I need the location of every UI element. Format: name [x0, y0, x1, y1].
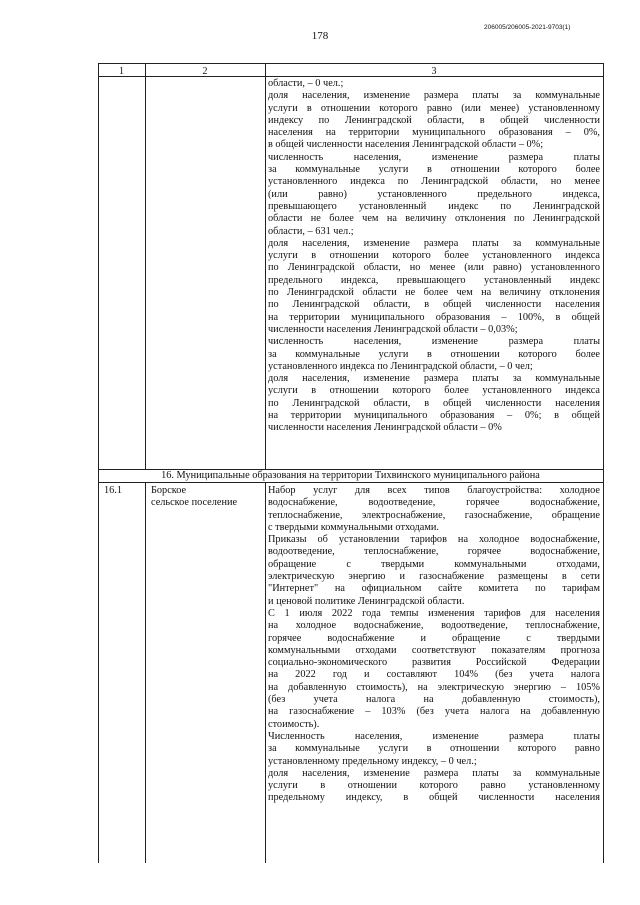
header-col-2: 2 [202, 66, 208, 77]
text-line: в общей численности населения Ленинградской области – 0%; [268, 139, 544, 151]
text-line: за коммунальные услуги в отношении которого более [268, 348, 600, 360]
text-line: численности населения Ленинградской области – 0,03%; [268, 323, 518, 335]
text-line: на территории муниципального образования – 0%; в общей [268, 410, 600, 422]
text-line: электрическую энергию и газоснабжение размещены в сети [268, 571, 600, 583]
text-line: индексу по Ленинградской области, в общей численности [268, 114, 600, 126]
text-line: услуги в отношении которого равно установленному [268, 780, 600, 792]
document-code: 206005/206005-2021-9703(1) [484, 24, 571, 31]
text-line: водоотведение, теплоснабжение, горячее водоснабжение, [268, 546, 600, 558]
text-line: водоснабжение, водоотведение, горячее водоснабжение, [268, 497, 600, 509]
text-line: по Ленинградской области не более чем на величину отклонения [268, 287, 600, 299]
text-line: на территории муниципального образования – 100%, в общей [268, 311, 600, 323]
row-number: 16.1 [104, 485, 123, 496]
text-line: социально-экономического развития Российской Федерации [268, 657, 600, 669]
text-line: за коммунальные услуги в отношении которого более [268, 164, 600, 176]
text-line: услуги в отношении которого более установленного индекса [268, 385, 600, 397]
text-line: превышающего установленный индекс по Ленинградской [268, 200, 600, 212]
table-top-border [98, 63, 603, 64]
text-line: установленного индекса по Ленинградской области, – 0 чел; [268, 360, 533, 372]
text-line: на 2022 год и составляют 104% (без учета налога [268, 669, 600, 681]
text-line: Приказы об установлении тарифов на холодное водоснабжение, [268, 534, 600, 546]
text-line: обращение с твердыми коммунальными отходами, [268, 558, 600, 570]
text-line: (без учета налога на добавленную стоимость), [268, 694, 600, 706]
col-divider-2b [265, 482, 266, 863]
top-block-text [268, 78, 600, 435]
text-line: с твердыми коммунальными отходами. [268, 521, 439, 533]
text-line: области не более чем на величину отклонения по Ленинградской [268, 213, 600, 225]
text-line: предельному индексу, в общей численности населения [268, 792, 600, 804]
page-number: 178 [311, 30, 329, 42]
text-line: услуги в отношении которого более установленного индекса [268, 250, 600, 262]
col-divider-1b [145, 482, 146, 863]
header-col-3: 3 [431, 66, 437, 77]
text-line: доля населения, изменение размера платы за коммунальные [268, 373, 600, 385]
row-description [268, 485, 600, 805]
text-line: и ценовой политике Ленинградской области. [268, 595, 465, 607]
text-line: на холодное водоснабжение, водоотведение, теплоснабжение, [268, 620, 600, 632]
text-line: предельного индекса, превышающего установленный индекс [268, 274, 600, 286]
text-line: установленного индекса по Ленинградской области, но менее [268, 176, 600, 188]
text-line: численности населения Ленинградской области – 0% [268, 422, 502, 434]
text-line: установленному предельному индексу, – 0 чел.; [268, 755, 477, 767]
col-divider-1 [145, 63, 146, 469]
text-line: на добавленную стоимость), на электрическую энергию – 105% [268, 681, 600, 693]
text-line: по Ленинградской области, но менее (или равно) установленного [268, 262, 600, 274]
text-line: населения на территории муниципального образования – 0%, [268, 127, 600, 139]
text-line: по Ленинградской области, в общей численности населения [268, 397, 600, 409]
text-line: доля населения, изменение размера платы за коммунальные [268, 767, 600, 779]
text-line: области, – 631 чел.; [268, 225, 354, 237]
text-line: численность населения, изменение размера платы [268, 336, 600, 348]
text-line: стоимость). [268, 718, 320, 730]
text-line: за коммунальные услуги в отношении которого равно [268, 743, 600, 755]
text-line: услуги в отношении которого равно (или менее) установленному [268, 102, 600, 114]
table-left-border [98, 63, 99, 863]
municipality-name [151, 485, 263, 510]
text-line: С 1 июля 2022 года темпы изменения тарифов для населения [268, 607, 600, 619]
name-line: Борское [151, 485, 187, 496]
text-line: области, – 0 чел.; [268, 78, 344, 89]
text-line: численность населения, изменение размера платы [268, 151, 600, 163]
text-line: "Интернет" на официальном сайте комитета по тарифам [268, 583, 600, 595]
text-line: доля населения, изменение размера платы за коммунальные [268, 237, 600, 249]
col-divider-2 [265, 63, 266, 469]
text-line: Численность населения, изменение размера платы [268, 730, 600, 742]
text-line: по Ленинградской области, в общей численности населения [268, 299, 600, 311]
name-line: сельское поселение [151, 497, 238, 509]
text-line: коммунальными отходами соответствуют показателям прогноза [268, 644, 600, 656]
text-line: доля населения, изменение размера платы за коммунальные [268, 90, 600, 102]
text-line: Набор услуг для всех типов благоустройства: холодное [268, 485, 600, 496]
text-line: теплоснабжение, электроснабжение, газоснабжение, обращение [268, 509, 600, 521]
header-col-1: 1 [119, 66, 124, 77]
table-right-border [603, 63, 604, 863]
text-line: горячее водоснабжение и обращение с твердыми [268, 632, 600, 644]
section-title: 16. Муниципальные образования на территории Тихвинского муниципального района [161, 470, 540, 481]
text-line: на газоснабжение – 103% (без учета налога на добавленную [268, 706, 600, 718]
text-line: (или равно) установленного предельного индекса, [268, 188, 600, 200]
